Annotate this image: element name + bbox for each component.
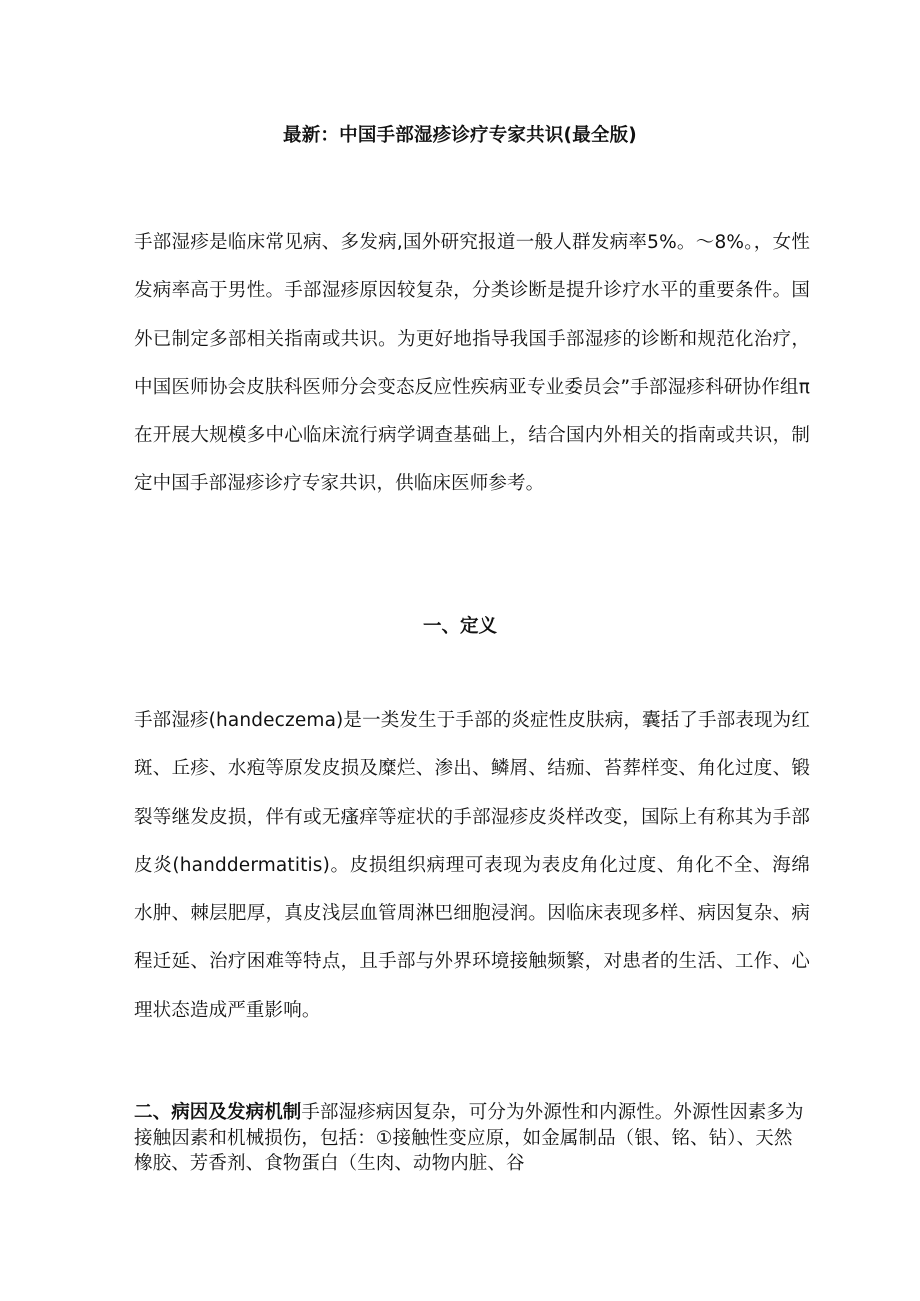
definition-paragraph: 手部湿疹(handeczema)是一类发生于手部的炎症性皮肤病，囊括了手部表现为红斑、丘疹、水疱等原发皮损及糜烂、渗出、鳞屑、结痂、苔葬样变、角化过度、锻裂等继发皮损，伴有或无瘙痒等症状的手部湿疹皮炎样改变，国际上有称其为手部皮炎(handdermatitis)。皮损组织病理可表现为表皮角化过度、角化不全、海绵水肿、棘层肥厚，真皮浅层血管周淋巴细胞浸润。因临床表现多样、病因复杂、病程迁延、治疗困难等特点，且手部与外界环境接触频繁，对患者的生活、工作、心理状态造成严重影响。 <box>134 710 810 1021</box>
etiology-paragraph-text: 手部湿疹病因复杂，可分为外源性和内源性。外源性因素多为接触因素和机械损伤，包括：①接触性变应原，如金属制品（银、铭、钻）、天然橡胶、芳香剂、食物蛋白（生肉、动物内脏、谷 <box>134 1102 804 1174</box>
intro-paragraph: 手部湿疹是临床常见病、多发病,国外研究报道一般人群发病率5%。～8%。，女性发病率高于男性。手部湿疹原因较复杂，分类诊断是提升诊疗水平的重要条件。国外已制定多部相关指南或共识。为更好地指导我国手部湿疹的诊断和规范化治疗，中国医师协会皮肤科医师分会变态反应性疾病亚专业委员会”手部湿疹科研协作组π在开展大规模多中心临床流行病学调查基础上，结合国内外相关的指南或共识，制定中国手部湿疹诊疗专家共识，供临床医师参考。 <box>134 232 810 495</box>
document-title: 最新：中国手部湿疹诊疗专家共识(最全版) <box>283 125 637 146</box>
section-heading-etiology: 二、病因及发病机制 <box>134 1102 302 1123</box>
etiology-paragraph <box>134 1100 810 1177</box>
section-heading-definition: 一、定义 <box>422 616 497 637</box>
